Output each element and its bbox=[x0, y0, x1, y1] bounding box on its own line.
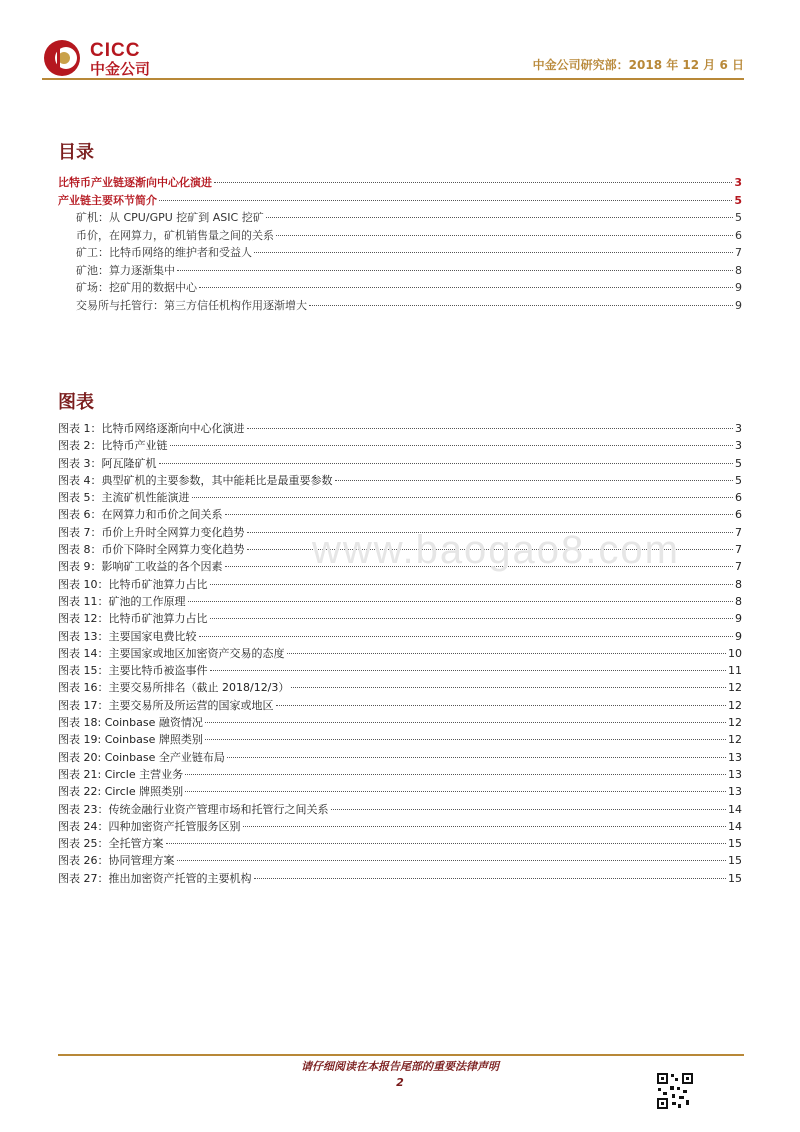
page-number: 2 bbox=[396, 1076, 404, 1089]
figure-entry[interactable] bbox=[58, 610, 742, 627]
figure-entry-label: 图表 27：推出加密资产托管的主要机构 bbox=[58, 871, 252, 885]
figure-entry-label: 图表 5：主流矿机性能演进 bbox=[58, 491, 190, 505]
dot-leader bbox=[276, 705, 727, 706]
figure-entry-page: 11 bbox=[728, 664, 742, 678]
toc-entry-label: 比特币产业链逐渐向中心化演进 bbox=[58, 176, 212, 189]
toc-entry-label: 矿机：从 CPU/GPU 挖矿到 ASIC 挖矿 bbox=[76, 211, 264, 224]
dot-leader bbox=[188, 601, 734, 602]
dot-leader bbox=[210, 584, 734, 585]
dot-leader bbox=[225, 514, 734, 515]
toc-entry-label: 矿工：比特币网络的维护者和受益人 bbox=[76, 246, 252, 259]
logo-text-en: CICC bbox=[90, 40, 141, 61]
toc-entry-page: 5 bbox=[735, 211, 742, 224]
report-date-header: 中金公司研究部：2018 年 12 月 6 日 bbox=[532, 58, 744, 72]
figure-entry-page: 9 bbox=[735, 612, 742, 626]
figure-entry-label: 图表 11：矿池的工作原理 bbox=[58, 594, 186, 608]
figure-entry-page: 3 bbox=[735, 422, 742, 435]
figure-entry[interactable] bbox=[58, 801, 742, 818]
toc-entry[interactable] bbox=[58, 262, 742, 280]
figure-entry-page: 12 bbox=[728, 681, 742, 695]
dot-leader bbox=[254, 878, 727, 879]
figure-entry[interactable] bbox=[58, 731, 742, 748]
figure-entry-label: 图表 12：比特币矿池算力占比 bbox=[58, 612, 208, 626]
figure-entry-label: 图表 8：币价下降时全网算力变化趋势 bbox=[58, 543, 245, 557]
header-divider bbox=[42, 78, 744, 80]
dot-leader bbox=[335, 480, 734, 481]
dot-leader bbox=[309, 305, 733, 306]
dot-leader bbox=[247, 428, 734, 429]
figure-entry[interactable] bbox=[58, 679, 742, 696]
figure-entry-page: 8 bbox=[735, 594, 742, 608]
figure-entry-page: 7 bbox=[735, 560, 742, 574]
figure-entry-label: 图表 6：在网算力和币价之间关系 bbox=[58, 508, 223, 522]
toc-entry-page: 9 bbox=[735, 298, 742, 312]
dot-leader bbox=[287, 653, 727, 654]
cicc-logo-icon bbox=[42, 38, 82, 78]
toc-entry[interactable] bbox=[58, 227, 742, 245]
toc-entry-page: 8 bbox=[735, 263, 742, 277]
footer-divider bbox=[58, 1054, 744, 1056]
dot-leader bbox=[159, 463, 734, 464]
figure-entry[interactable] bbox=[58, 455, 742, 472]
figure-entry[interactable] bbox=[58, 818, 742, 835]
toc-entry[interactable] bbox=[58, 297, 742, 315]
figures-list bbox=[58, 420, 742, 887]
figure-entry-label: 图表 2：比特币产业链 bbox=[58, 439, 168, 453]
toc-entry-page: 3 bbox=[734, 176, 742, 189]
figure-entry-label: 图表 9：影响矿工收益的各个因素 bbox=[58, 560, 223, 574]
figure-entry-page: 12 bbox=[728, 698, 742, 712]
figure-entry[interactable] bbox=[58, 472, 742, 489]
toc-list bbox=[58, 174, 742, 314]
figure-entry[interactable] bbox=[58, 506, 742, 523]
toc-title: 目录 bbox=[58, 142, 94, 163]
toc-entry[interactable] bbox=[58, 209, 742, 227]
toc-entry-label: 矿池：算力逐渐集中 bbox=[76, 263, 175, 277]
figure-entry-page: 14 bbox=[728, 802, 742, 816]
toc-entry-page: 7 bbox=[735, 246, 742, 259]
figure-entry-page: 3 bbox=[735, 439, 742, 453]
toc-entry-page: 5 bbox=[734, 193, 742, 207]
toc-entry[interactable] bbox=[58, 279, 742, 297]
toc-entry-label: 矿场：挖矿用的数据中心 bbox=[76, 281, 197, 294]
figure-entry[interactable] bbox=[58, 576, 742, 593]
dot-leader bbox=[199, 287, 733, 288]
toc-entry-label: 交易所与托管行：第三方信任机构作用逐渐增大 bbox=[76, 298, 307, 312]
figure-entry[interactable] bbox=[58, 437, 742, 454]
figure-entry[interactable] bbox=[58, 489, 742, 506]
figures-title: 图表 bbox=[58, 392, 94, 413]
figure-entry-page: 8 bbox=[735, 577, 742, 591]
figure-entry-label: 图表 18: Coinbase 融资情况 bbox=[58, 716, 203, 730]
toc-entry-label: 币价，在网算力，矿机销售量之间的关系 bbox=[76, 228, 274, 242]
figure-entry-label: 图表 25：全托管方案 bbox=[58, 837, 164, 851]
figure-entry-page: 7 bbox=[735, 525, 742, 539]
dot-leader bbox=[170, 445, 734, 446]
dot-leader bbox=[205, 722, 726, 723]
figure-entry[interactable] bbox=[58, 714, 742, 731]
figure-entry[interactable] bbox=[58, 645, 742, 662]
figure-entry-page: 13 bbox=[728, 785, 742, 799]
figure-entry-page: 15 bbox=[728, 837, 742, 851]
toc-entry[interactable] bbox=[58, 192, 742, 210]
figure-entry[interactable] bbox=[58, 870, 742, 887]
figure-entry-page: 15 bbox=[728, 871, 742, 885]
dot-leader bbox=[159, 200, 732, 201]
figure-entry[interactable] bbox=[58, 628, 742, 645]
figure-entry-label: 图表 15：主要比特币被盗事件 bbox=[58, 664, 208, 678]
figure-entry-page: 12 bbox=[728, 716, 742, 730]
figure-entry[interactable] bbox=[58, 697, 742, 714]
figure-entry-page: 7 bbox=[735, 543, 742, 557]
dot-leader bbox=[192, 497, 734, 498]
logo-text-cn: 中金公司 bbox=[90, 60, 151, 78]
dot-leader bbox=[185, 791, 726, 792]
figure-entry-label: 图表 19: Coinbase 牌照类别 bbox=[58, 733, 203, 747]
dot-leader bbox=[185, 774, 726, 775]
figure-entry-label: 图表 24：四种加密资产托管服务区别 bbox=[58, 819, 241, 833]
figure-entry-label: 图表 1：比特币网络逐渐向中心化演进 bbox=[58, 422, 245, 435]
figure-entry[interactable] bbox=[58, 783, 742, 800]
figure-entry-label: 图表 17：主要交易所及所运营的国家或地区 bbox=[58, 698, 274, 712]
cicc-logo bbox=[42, 36, 162, 82]
figure-entry-label: 图表 20: Coinbase 全产业链布局 bbox=[58, 750, 225, 764]
figure-entry[interactable] bbox=[58, 420, 742, 437]
dot-leader bbox=[210, 670, 727, 671]
figure-entry-page: 12 bbox=[728, 733, 742, 747]
figure-entry-page: 5 bbox=[735, 473, 742, 487]
figure-entry-page: 13 bbox=[728, 750, 742, 764]
figure-entry-label: 图表 21: Circle 主营业务 bbox=[58, 767, 184, 781]
dot-leader bbox=[227, 757, 726, 758]
qr-code-icon bbox=[656, 1072, 694, 1110]
dot-leader bbox=[177, 860, 727, 861]
figure-entry-page: 9 bbox=[735, 629, 742, 643]
figure-entry-label: 图表 7：币价上升时全网算力变化趋势 bbox=[58, 525, 245, 539]
dot-leader bbox=[254, 252, 733, 253]
figure-entry-page: 10 bbox=[728, 646, 742, 660]
dot-leader bbox=[266, 217, 733, 218]
figure-entry-label: 图表 23：传统金融行业资产管理市场和托管行之间关系 bbox=[58, 802, 329, 816]
toc-entry-label: 产业链主要环节简介 bbox=[58, 193, 157, 207]
figure-entry-label: 图表 14：主要国家或地区加密资产交易的态度 bbox=[58, 646, 285, 660]
figure-entry-label: 图表 26：协同管理方案 bbox=[58, 854, 175, 868]
dot-leader bbox=[177, 270, 733, 271]
figure-entry-page: 14 bbox=[728, 819, 742, 833]
figure-entry-page: 15 bbox=[728, 854, 742, 868]
figure-entry-page: 6 bbox=[735, 491, 742, 505]
figure-entry[interactable] bbox=[58, 749, 742, 766]
figure-entry-label: 图表 3：阿瓦隆矿机 bbox=[58, 456, 157, 470]
dot-leader bbox=[210, 618, 734, 619]
figure-entry[interactable] bbox=[58, 662, 742, 679]
figure-entry[interactable] bbox=[58, 835, 742, 852]
figure-entry[interactable] bbox=[58, 593, 742, 610]
figure-entry-label: 图表 10：比特币矿池算力占比 bbox=[58, 577, 208, 591]
figure-entry-label: 图表 13：主要国家电费比较 bbox=[58, 629, 197, 643]
toc-entry-page: 9 bbox=[735, 281, 742, 294]
figure-entry-page: 5 bbox=[735, 456, 742, 470]
dot-leader bbox=[166, 843, 727, 844]
legal-disclaimer: 请仔细阅读在本报告尾部的重要法律声明 bbox=[301, 1060, 499, 1073]
dot-leader bbox=[199, 636, 734, 637]
dot-leader bbox=[243, 826, 727, 827]
dot-leader bbox=[205, 739, 726, 740]
figure-entry-page: 13 bbox=[728, 767, 742, 781]
watermark: www.baogao8.com bbox=[312, 528, 680, 572]
figure-entry-label: 图表 16：主要交易所排名（截止 2018/12/3） bbox=[58, 681, 290, 695]
figure-entry-label: 图表 4：典型矿机的主要参数，其中能耗比是最重要参数 bbox=[58, 473, 333, 487]
dot-leader bbox=[291, 687, 726, 688]
toc-entry-page: 6 bbox=[735, 228, 742, 242]
dot-leader bbox=[276, 235, 733, 236]
figure-entry[interactable] bbox=[58, 766, 742, 783]
figure-entry[interactable] bbox=[58, 852, 742, 869]
figure-entry-label: 图表 22: Circle 牌照类别 bbox=[58, 785, 184, 799]
figure-entry-page: 6 bbox=[735, 508, 742, 522]
toc-entry[interactable] bbox=[58, 174, 742, 192]
page-header bbox=[42, 36, 744, 82]
toc-entry[interactable] bbox=[58, 244, 742, 262]
dot-leader bbox=[331, 809, 727, 810]
dot-leader bbox=[214, 182, 732, 183]
